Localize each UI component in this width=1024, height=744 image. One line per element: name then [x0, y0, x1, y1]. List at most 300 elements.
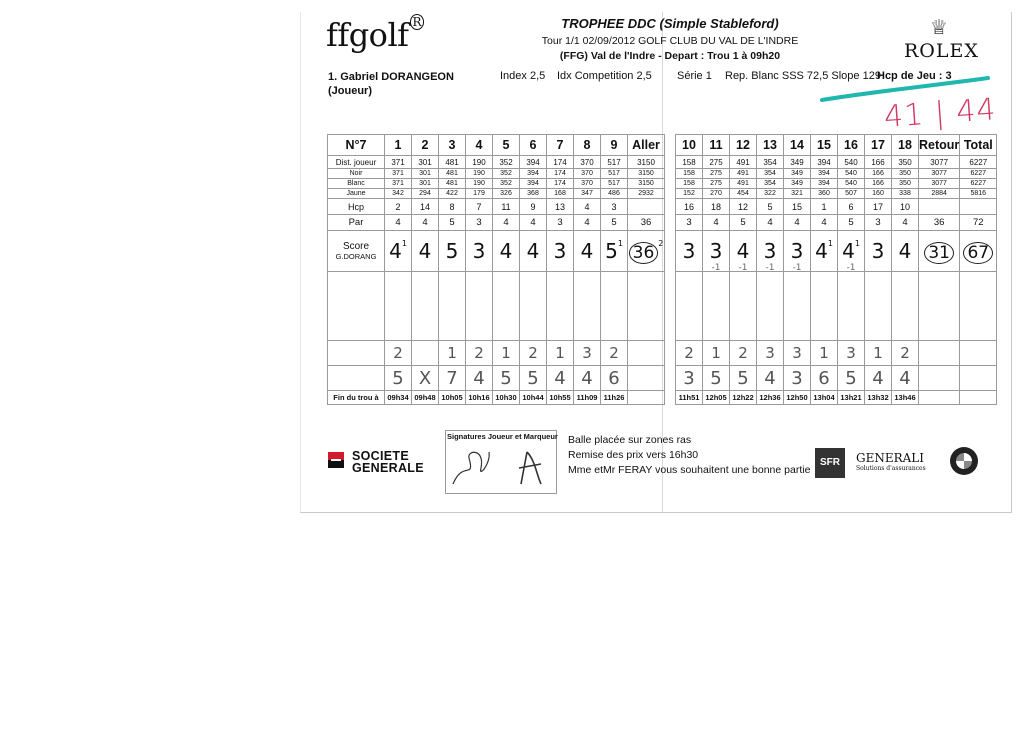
- hcp-row-cell: 14: [412, 199, 439, 215]
- hcp-row-cell: 13: [547, 199, 574, 215]
- blank-cell: [466, 272, 493, 341]
- hcp-row-cell: 12: [730, 199, 757, 215]
- points-row-cell: 1: [703, 341, 730, 366]
- points-row-cell: 2: [601, 341, 628, 366]
- signature-label: Signatures Joueur et Marqueur: [447, 432, 558, 441]
- finish-time-row-cell: 10h05: [439, 391, 466, 405]
- tee-row-blanc-cell: 158: [676, 179, 703, 189]
- tee-row-noir-cell: 540: [838, 169, 865, 179]
- tee-row-blanc-cell: 174: [547, 179, 574, 189]
- hole-row-cell: 12: [730, 135, 757, 156]
- gross-row: [328, 366, 997, 391]
- hcp-row-cell: 3: [601, 199, 628, 215]
- crown-icon: ♕: [930, 17, 948, 39]
- tee-row-noir-cell: 275: [703, 169, 730, 179]
- score-row-cell: 3 -1: [784, 231, 811, 272]
- hcp-row-cell: 11: [493, 199, 520, 215]
- hcp-row-cell: 8: [439, 199, 466, 215]
- tee-row-blanc-cell: 190: [466, 179, 493, 189]
- score-row-cell: 4: [412, 231, 439, 272]
- finish-time-row-cell: 12h22: [730, 391, 757, 405]
- tee-row-blanc-cell: 517: [601, 179, 628, 189]
- gross-row-cell: 4: [757, 366, 784, 391]
- tee-row-noir-cell: 394: [811, 169, 838, 179]
- score-row-cell: 3: [676, 231, 703, 272]
- dist-row-cell: 158: [676, 156, 703, 169]
- fold-gap: [665, 199, 676, 215]
- score-row-cell: 36 $^2$: [628, 231, 665, 272]
- tee-row-jaune-cell: 368: [520, 189, 547, 199]
- hole-row-cell: Aller: [628, 135, 665, 156]
- points-row-cell: 2: [730, 341, 757, 366]
- note-line: Mme etMr FERAY vous souhaitent une bonne partie: [568, 464, 811, 476]
- blank-cell: [757, 272, 784, 341]
- tee-row-noir-cell: 190: [466, 169, 493, 179]
- tee-row-noir-cell: 6227: [960, 169, 997, 179]
- blank-cell: [838, 272, 865, 341]
- tee-row-noir-cell: 3150: [628, 169, 665, 179]
- score-row-cell: $4^1$: [385, 231, 412, 272]
- hcp-row-cell: 10: [892, 199, 919, 215]
- tee-row-blanc-cell: 275: [703, 179, 730, 189]
- tee-row-jaune-cell: 2884: [919, 189, 960, 199]
- points-row-cell: [960, 341, 997, 366]
- hcp-row-cell: 5: [757, 199, 784, 215]
- tee-row-noir-cell: 352: [493, 169, 520, 179]
- gross-row-cell: 4: [865, 366, 892, 391]
- blank-cell: [865, 272, 892, 341]
- par-row-cell: 4: [493, 215, 520, 231]
- tee-row-noir-cell: 3077: [919, 169, 960, 179]
- blank-cell: [547, 272, 574, 341]
- finish-time-row-label: Fin du trou à: [328, 391, 385, 405]
- finish-time-row-cell: 10h44: [520, 391, 547, 405]
- tee-row-jaune-cell: 322: [757, 189, 784, 199]
- points-row-cell: 2: [892, 341, 919, 366]
- hole-row-cell: Retour: [919, 135, 960, 156]
- points-row-cell: 2: [520, 341, 547, 366]
- score-row-cell: 3 -1: [757, 231, 784, 272]
- fold-gap: [665, 156, 676, 169]
- tee-row-blanc-cell: 394: [520, 179, 547, 189]
- tee-row-noir-cell: 481: [439, 169, 466, 179]
- blank-cell: [493, 272, 520, 341]
- par-row-cell: 5: [601, 215, 628, 231]
- tee-row-blanc-cell: 349: [784, 179, 811, 189]
- par-row-cell: 36: [919, 215, 960, 231]
- finish-time-row-cell: [628, 391, 665, 405]
- notes-block: [568, 433, 810, 478]
- hcp-row-cell: [919, 199, 960, 215]
- tee-row-blanc-cell: 352: [493, 179, 520, 189]
- points-row-label: [328, 341, 385, 366]
- dist-row-cell: 491: [730, 156, 757, 169]
- tee-row-jaune-cell: 454: [730, 189, 757, 199]
- par-row-cell: 4: [757, 215, 784, 231]
- generali-logo: GENERALI Solutions d'assurances: [856, 451, 926, 472]
- tee-row-jaune-cell: 152: [676, 189, 703, 199]
- dist-row-cell: 481: [439, 156, 466, 169]
- tee-row-jaune-cell: 338: [892, 189, 919, 199]
- blank-cell: [892, 272, 919, 341]
- tee-row-jaune-cell: 342: [385, 189, 412, 199]
- dist-row-cell: 354: [757, 156, 784, 169]
- dist-row: [328, 156, 997, 169]
- hole-row-label: N°7: [328, 135, 385, 156]
- blank-cell: [919, 272, 960, 341]
- tee-row-blanc-cell: 394: [811, 179, 838, 189]
- hole-row-cell: 7: [547, 135, 574, 156]
- gross-row-cell: 6: [811, 366, 838, 391]
- score-row-cell: 31: [919, 231, 960, 272]
- blank-row: [328, 272, 997, 341]
- finish-time-row-cell: [960, 391, 997, 405]
- par-row-cell: 5: [439, 215, 466, 231]
- tee-row-noir-cell: 371: [385, 169, 412, 179]
- dist-row-cell: 370: [574, 156, 601, 169]
- par-row-cell: 72: [960, 215, 997, 231]
- blank-cell: [574, 272, 601, 341]
- tee-row-blanc-cell: 370: [574, 179, 601, 189]
- hcp-row-cell: 2: [385, 199, 412, 215]
- finish-time-row-cell: 10h55: [547, 391, 574, 405]
- dist-row-cell: 3150: [628, 156, 665, 169]
- score-row-cell: 3: [466, 231, 493, 272]
- hcp-row-cell: 15: [784, 199, 811, 215]
- fold-gap: [665, 169, 676, 179]
- finish-time-row-cell: [919, 391, 960, 405]
- hcp-row: [328, 199, 997, 215]
- dist-row-cell: 394: [811, 156, 838, 169]
- tee-row-noir-cell: 354: [757, 169, 784, 179]
- dist-row-cell: 275: [703, 156, 730, 169]
- hcp-row-cell: [960, 199, 997, 215]
- finish-time-row-cell: 13h21: [838, 391, 865, 405]
- score-row-cell: 67: [960, 231, 997, 272]
- gross-row-cell: 3: [784, 366, 811, 391]
- tee-row-blanc-label: Blanc: [328, 179, 385, 189]
- par-row: [328, 215, 997, 231]
- par-row-cell: 4: [811, 215, 838, 231]
- tee-row-blanc-cell: 354: [757, 179, 784, 189]
- points-row-cell: [412, 341, 439, 366]
- par-row-cell: 4: [703, 215, 730, 231]
- gross-row-cell: 3: [676, 366, 703, 391]
- player-serie: Série 1: [677, 70, 712, 82]
- par-row-cell: 3: [676, 215, 703, 231]
- player-rep: Rep. Blanc SSS 72,5 Slope 129: [725, 70, 881, 82]
- hole-row-cell: 16: [838, 135, 865, 156]
- dist-row-cell: 517: [601, 156, 628, 169]
- points-row-cell: 1: [547, 341, 574, 366]
- points-row-cell: 2: [385, 341, 412, 366]
- hole-row-cell: 8: [574, 135, 601, 156]
- player-name: 1. Gabriel DORANGEON: [328, 71, 454, 83]
- hcp-row-cell: 17: [865, 199, 892, 215]
- points-row-cell: 2: [466, 341, 493, 366]
- societe-generale-icon: [328, 452, 344, 468]
- tee-row-jaune-cell: 168: [547, 189, 574, 199]
- gross-row-cell: 4: [547, 366, 574, 391]
- tee-row-blanc-cell: 371: [385, 179, 412, 189]
- par-row-cell: 4: [784, 215, 811, 231]
- tee-row-blanc: [328, 179, 997, 189]
- fold-gap: [665, 231, 676, 272]
- finish-time-row-cell: 13h04: [811, 391, 838, 405]
- hole-row-cell: 18: [892, 135, 919, 156]
- score-row-cell: 4: [892, 231, 919, 272]
- dist-row-cell: 540: [838, 156, 865, 169]
- blank-cell: [811, 272, 838, 341]
- hole-row-cell: 9: [601, 135, 628, 156]
- fold-gap: [665, 179, 676, 189]
- par-row-cell: 4: [385, 215, 412, 231]
- start-info: (FFG) Val de l'Indre - Depart : Trou 1 à 09h20: [559, 50, 781, 62]
- hcp-row-cell: 16: [676, 199, 703, 215]
- score-row-cell: 4: [574, 231, 601, 272]
- competition-title: TROPHEE DDC (Simple Stableford): [561, 16, 779, 31]
- hole-row-cell: 1: [385, 135, 412, 156]
- par-row-cell: 4: [892, 215, 919, 231]
- tee-row-noir-cell: 491: [730, 169, 757, 179]
- gross-row-cell: 7: [439, 366, 466, 391]
- points-row-cell: 2: [676, 341, 703, 366]
- hole-row-cell: 17: [865, 135, 892, 156]
- tee-row-noir-cell: 166: [865, 169, 892, 179]
- hole-row-cell: 3: [439, 135, 466, 156]
- tee-row-noir-cell: 350: [892, 169, 919, 179]
- bmw-logo: [950, 447, 978, 475]
- hole-row-cell: 11: [703, 135, 730, 156]
- score-row-cell: 4: [493, 231, 520, 272]
- dist-row-cell: 166: [865, 156, 892, 169]
- tee-row-jaune-cell: 486: [601, 189, 628, 199]
- score-row: [328, 231, 997, 272]
- dist-row-cell: 301: [412, 156, 439, 169]
- points-row-cell: 3: [784, 341, 811, 366]
- tee-row-blanc-cell: 491: [730, 179, 757, 189]
- finish-time-row-cell: 11h26: [601, 391, 628, 405]
- tee-row-jaune-cell: 179: [466, 189, 493, 199]
- blank-cell: [385, 272, 412, 341]
- par-row-cell: 36: [628, 215, 665, 231]
- hcp-row-cell: 9: [520, 199, 547, 215]
- fold-gap: [665, 189, 676, 199]
- blank-cell: [703, 272, 730, 341]
- points-row-cell: 3: [838, 341, 865, 366]
- hole-row-cell: 14: [784, 135, 811, 156]
- tee-row-jaune-cell: 326: [493, 189, 520, 199]
- score-row-cell: 3 -1: [703, 231, 730, 272]
- points-row-cell: [628, 341, 665, 366]
- gross-row-cell: 5: [520, 366, 547, 391]
- hole-row-cell: 10: [676, 135, 703, 156]
- tee-row-jaune-cell: 294: [412, 189, 439, 199]
- score-row-cell: 4: [520, 231, 547, 272]
- hcp-row-label: Hcp: [328, 199, 385, 215]
- hole-row: [328, 135, 997, 156]
- tee-row-noir-cell: 370: [574, 169, 601, 179]
- gross-row-cell: 5: [838, 366, 865, 391]
- tee-row-noir-cell: 349: [784, 169, 811, 179]
- player-block: [328, 70, 454, 98]
- finish-time-row-cell: 09h34: [385, 391, 412, 405]
- tee-row-noir-cell: 394: [520, 169, 547, 179]
- par-row-cell: 3: [865, 215, 892, 231]
- tee-row-jaune-cell: 270: [703, 189, 730, 199]
- player-idx-competition: Idx Competition 2,5: [557, 70, 652, 82]
- hole-row-cell: 5: [493, 135, 520, 156]
- societe-generale-logo: SOCIETE GENERALE: [352, 449, 424, 475]
- gross-row-cell: [628, 366, 665, 391]
- hcp-row-cell: 4: [574, 199, 601, 215]
- dist-row-cell: 349: [784, 156, 811, 169]
- fold-gap: [665, 215, 676, 231]
- blank-cell: [784, 272, 811, 341]
- finish-time-row: [328, 391, 997, 405]
- tee-row-noir-cell: 301: [412, 169, 439, 179]
- score-row-cell: 3: [547, 231, 574, 272]
- tee-row-noir-cell: 174: [547, 169, 574, 179]
- gross-row-cell: 6: [601, 366, 628, 391]
- sfr-logo: SFR: [815, 448, 845, 478]
- tee-row-jaune: [328, 189, 997, 199]
- dist-row-cell: 174: [547, 156, 574, 169]
- finish-time-row-cell: 13h32: [865, 391, 892, 405]
- hcp-row-cell: 1: [811, 199, 838, 215]
- finish-time-row-cell: 11h09: [574, 391, 601, 405]
- dist-row-cell: 371: [385, 156, 412, 169]
- signature-scribbles: [445, 440, 555, 492]
- tee-row-blanc-cell: 481: [439, 179, 466, 189]
- blank-cell: [601, 272, 628, 341]
- dist-row-label: Dist. joueur: [328, 156, 385, 169]
- blank-cell: [520, 272, 547, 341]
- fold-gap: [665, 366, 676, 391]
- blank-cell: [676, 272, 703, 341]
- score-row-cell: $5^1$: [601, 231, 628, 272]
- points-row-cell: 3: [757, 341, 784, 366]
- finish-time-row-cell: 11h51: [676, 391, 703, 405]
- tee-row-blanc-cell: 540: [838, 179, 865, 189]
- gross-row-cell: [919, 366, 960, 391]
- player-index: Index 2,5: [500, 70, 546, 82]
- points-row-cell: 1: [865, 341, 892, 366]
- tee-row-jaune-cell: 5816: [960, 189, 997, 199]
- tee-row-noir-cell: 517: [601, 169, 628, 179]
- finish-time-row-cell: 12h05: [703, 391, 730, 405]
- tee-row-blanc-cell: 166: [865, 179, 892, 189]
- tee-row-jaune-cell: 160: [865, 189, 892, 199]
- hole-row-cell: 2: [412, 135, 439, 156]
- dist-row-cell: 350: [892, 156, 919, 169]
- hole-row-cell: 15: [811, 135, 838, 156]
- ffgolf-logo: ffgolf $^R$: [326, 16, 424, 54]
- score-row-cell: 4 -1: [730, 231, 757, 272]
- gross-row-cell: 4: [466, 366, 493, 391]
- par-row-label: Par: [328, 215, 385, 231]
- tee-row-jaune-cell: 360: [811, 189, 838, 199]
- blank-cell: [412, 272, 439, 341]
- gross-row-cell: 5: [493, 366, 520, 391]
- rolex-logo: ROLEX: [904, 40, 979, 62]
- dist-row-cell: 394: [520, 156, 547, 169]
- dist-row-cell: 190: [466, 156, 493, 169]
- player-role: (Joueur): [328, 85, 372, 97]
- tee-row-noir-cell: 158: [676, 169, 703, 179]
- score-row-cell: 5: [439, 231, 466, 272]
- points-row-cell: 3: [574, 341, 601, 366]
- blank-cell: [328, 272, 385, 341]
- blank-cell: [730, 272, 757, 341]
- fold-gap: [665, 391, 676, 405]
- gross-row-cell: 5: [730, 366, 757, 391]
- tee-row-jaune-cell: 321: [784, 189, 811, 199]
- points-row: [328, 341, 997, 366]
- score-row-cell: 3: [865, 231, 892, 272]
- par-row-cell: 3: [547, 215, 574, 231]
- tee-row-blanc-cell: 3077: [919, 179, 960, 189]
- tee-row-jaune-cell: 347: [574, 189, 601, 199]
- tee-row-jaune-cell: 422: [439, 189, 466, 199]
- finish-time-row-cell: 13h46: [892, 391, 919, 405]
- round-info: Tour 1/1 02/09/2012 GOLF CLUB DU VAL DE L'INDRE: [541, 35, 799, 47]
- tee-row-blanc-cell: 3150: [628, 179, 665, 189]
- gross-row-cell: [960, 366, 997, 391]
- par-row-cell: 4: [520, 215, 547, 231]
- handwritten-total: 41 | 44: [882, 92, 998, 135]
- gross-row-cell: 5: [385, 366, 412, 391]
- gross-row-cell: 4: [892, 366, 919, 391]
- score-row-label: Score G.DORANG: [328, 231, 385, 272]
- gross-row-label: [328, 366, 385, 391]
- tee-row-noir-label: Noir: [328, 169, 385, 179]
- scorecard-table: [327, 134, 997, 405]
- blank-cell: [628, 272, 665, 341]
- hcp-row-cell: [628, 199, 665, 215]
- finish-time-row-cell: 12h50: [784, 391, 811, 405]
- tee-row-jaune-cell: 507: [838, 189, 865, 199]
- blank-cell: [439, 272, 466, 341]
- hole-row-cell: Total: [960, 135, 997, 156]
- score-row-cell: $4^1$: [811, 231, 838, 272]
- tee-row-jaune-cell: 2932: [628, 189, 665, 199]
- note-line: Balle placée sur zones ras: [568, 434, 692, 446]
- hcp-row-cell: 18: [703, 199, 730, 215]
- par-row-cell: 3: [466, 215, 493, 231]
- par-row-cell: 4: [412, 215, 439, 231]
- tee-row-blanc-cell: 301: [412, 179, 439, 189]
- par-row-cell: 5: [838, 215, 865, 231]
- fold-gap: [665, 341, 676, 366]
- gross-row-cell: 4: [574, 366, 601, 391]
- dist-row-cell: 3077: [919, 156, 960, 169]
- hcp-row-cell: 6: [838, 199, 865, 215]
- points-row-cell: 1: [811, 341, 838, 366]
- hcp-row-cell: 7: [466, 199, 493, 215]
- dist-row-cell: 352: [493, 156, 520, 169]
- finish-time-row-cell: 12h36: [757, 391, 784, 405]
- gross-row-cell: 5: [703, 366, 730, 391]
- tee-row-blanc-cell: 6227: [960, 179, 997, 189]
- note-line: Remise des prix vers 16h30: [568, 449, 699, 461]
- tee-row-blanc-cell: 350: [892, 179, 919, 189]
- dist-row-cell: 6227: [960, 156, 997, 169]
- tee-row-jaune-label: Jaune: [328, 189, 385, 199]
- finish-time-row-cell: 10h30: [493, 391, 520, 405]
- hole-row-cell: 6: [520, 135, 547, 156]
- points-row-cell: [919, 341, 960, 366]
